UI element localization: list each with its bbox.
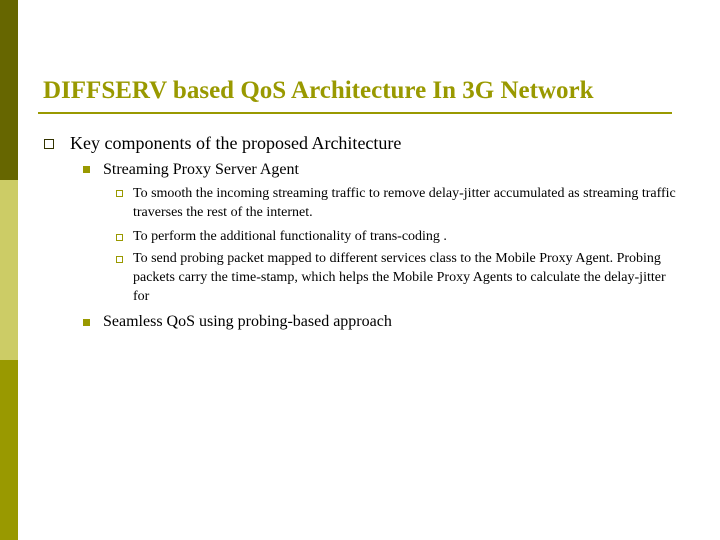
title-underline (38, 112, 672, 114)
hollow-square-bullet-icon (116, 190, 123, 197)
solid-square-bullet-icon (83, 166, 90, 173)
hollow-square-bullet-icon (44, 139, 54, 149)
bullet-seamless-qos: Seamless QoS using probing-based approach (103, 313, 392, 330)
bullet-smooth-traffic: To smooth the incoming streaming traffic to remove delay-jitter accumulated as streaming traffic traverses the rest of the internet. (133, 186, 676, 220)
bullet-probing-packet: To send probing packet mapped to different services class to the Mobile Proxy Agent. Probing packets carry the time-stamp, which helps the Mobile Proxy Agents to calculate the delay-jitter for (133, 251, 666, 304)
sidebar-segment-top (0, 0, 18, 180)
bullet-streaming-proxy: Streaming Proxy Server Agent (103, 161, 299, 178)
hollow-square-bullet-icon (116, 256, 123, 263)
sidebar-segment-bottom (0, 360, 18, 540)
bullet-trans-coding: To perform the additional functionality of trans-coding . (133, 229, 447, 244)
slide-title: DIFFSERV based QoS Architecture In 3G Network (43, 77, 594, 104)
solid-square-bullet-icon (83, 319, 90, 326)
hollow-square-bullet-icon (116, 234, 123, 241)
sidebar-segment-middle (0, 180, 18, 360)
bullet-key-components: Key components of the proposed Architecture (70, 133, 402, 153)
sidebar-accent-bar (0, 0, 18, 540)
